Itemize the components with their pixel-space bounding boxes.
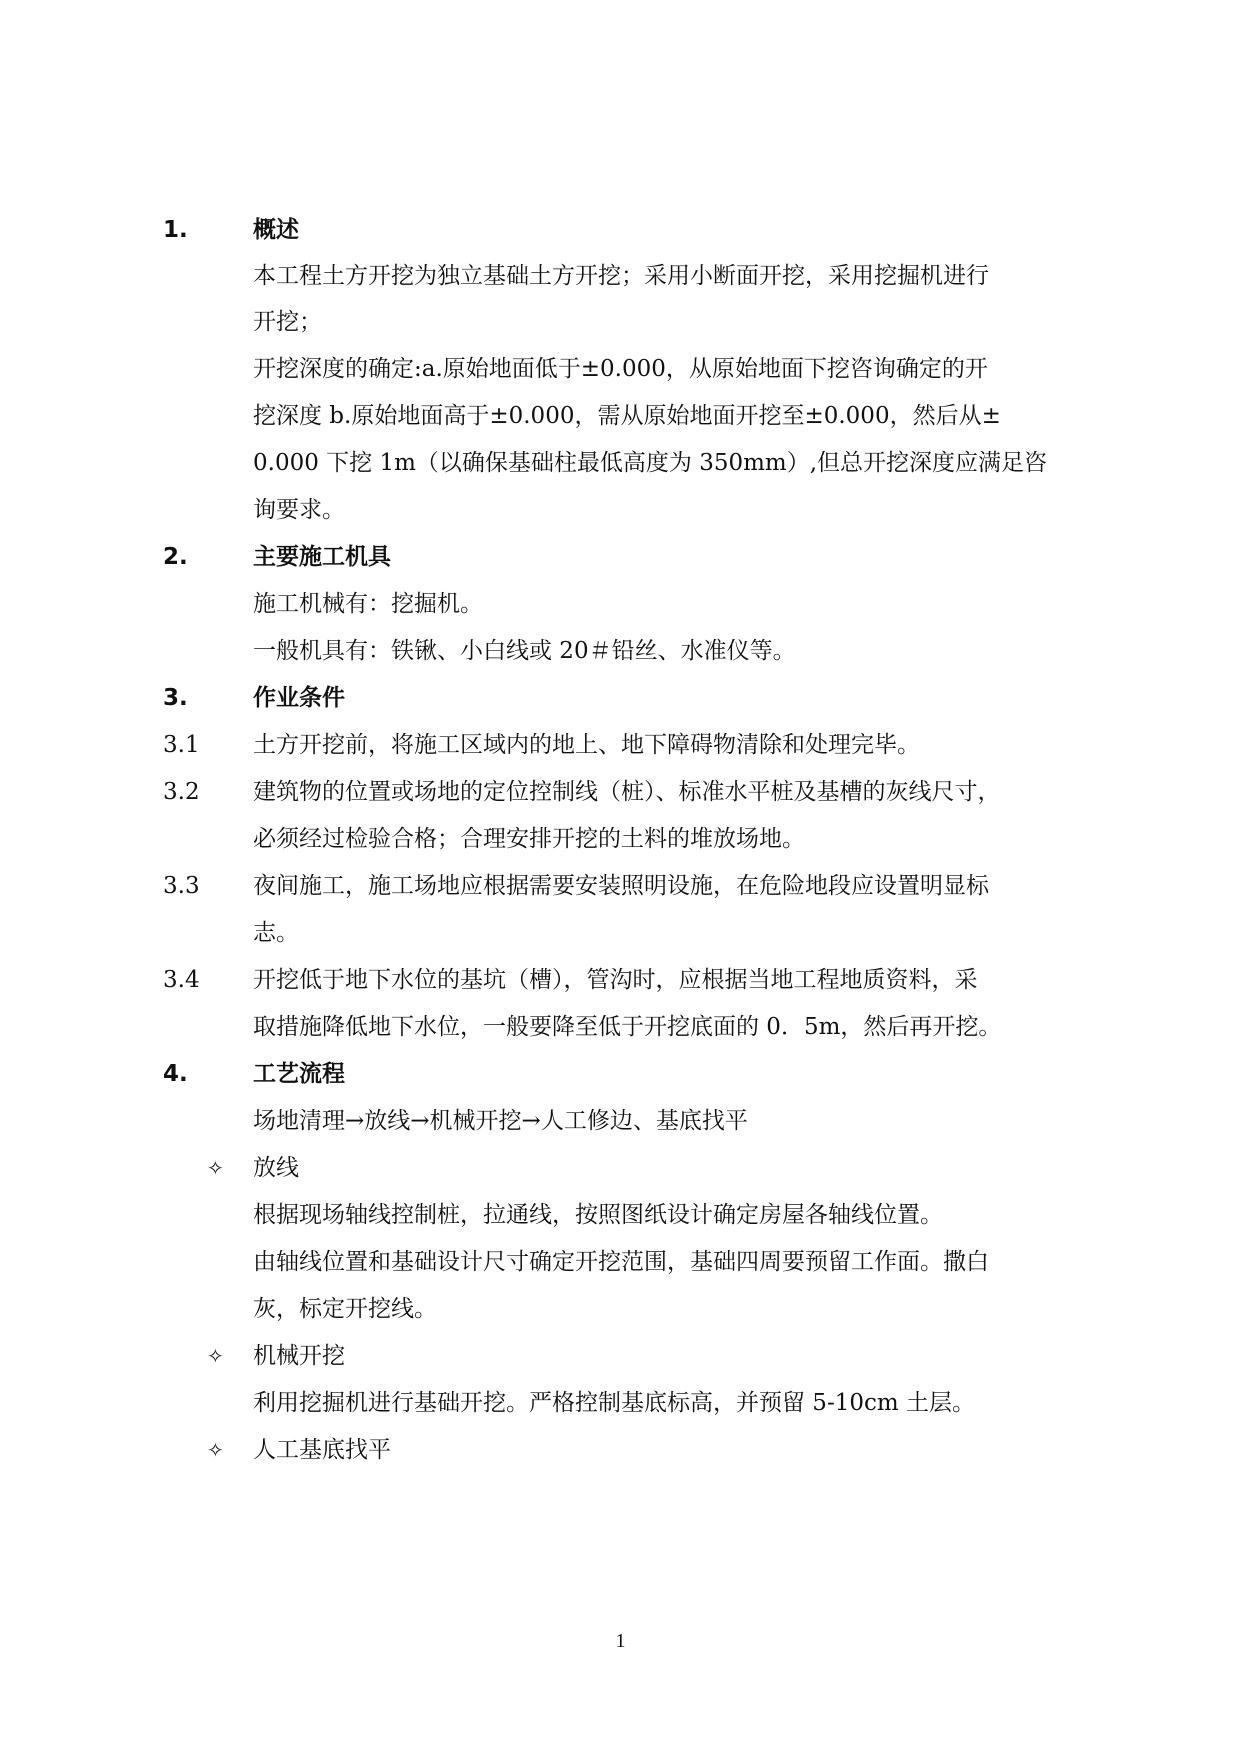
text-line: 施工机械有：挖掘机。 — [253, 591, 483, 617]
text-line: 开挖低于地下水位的基坑（槽），管沟时，应根据当地工程地质资料，采 — [253, 967, 978, 993]
subsection-3-4 — [0, 960, 1241, 1000]
paragraph-line — [0, 1289, 1241, 1329]
subsection-3-2 — [0, 772, 1241, 812]
text-line: 询要求。 — [253, 497, 345, 523]
paragraph-line — [0, 443, 1241, 483]
paragraph-line — [0, 1007, 1241, 1047]
subsection-number: 3.4 — [163, 967, 200, 993]
paragraph-line — [0, 1195, 1241, 1235]
section-title: 作业条件 — [253, 685, 345, 711]
page-number: 1 — [615, 1630, 626, 1652]
bullet-title: 机械开挖 — [253, 1343, 345, 1369]
text-line: 挖深度 b.原始地面高于±0.000，需从原始地面开挖至±0.000，然后从± — [253, 403, 1001, 429]
bullet-title: 人工基底找平 — [253, 1437, 391, 1463]
text-line: 由轴线位置和基础设计尺寸确定开挖范围，基础四周要预留工作面。撒白 — [253, 1249, 989, 1275]
text-line: 土方开挖前，将施工区域内的地上、地下障碍物清除和处理完毕。 — [253, 732, 920, 758]
text-line: 开挖； — [253, 309, 322, 335]
paragraph-line — [0, 1383, 1241, 1423]
subsection-number: 3.2 — [163, 779, 200, 805]
section-title: 概述 — [253, 217, 299, 243]
subsection-3-1 — [0, 725, 1241, 765]
text-line: 本工程土方开挖为独立基础土方开挖；采用小断面开挖，采用挖掘机进行 — [253, 263, 989, 289]
subsection-number: 3.3 — [163, 873, 200, 899]
diamond-star-icon: ✧ — [207, 1156, 224, 1180]
paragraph-line — [0, 819, 1241, 859]
subsection-3-3 — [0, 866, 1241, 906]
text-line: 夜间施工，施工场地应根据需要安装照明设施，在危险地段应设置明显标 — [253, 873, 989, 899]
text-line: 灰，标定开挖线。 — [253, 1296, 437, 1322]
section-3-heading — [0, 678, 1241, 718]
section-number: 4. — [163, 1061, 188, 1087]
section-title: 工艺流程 — [253, 1061, 345, 1087]
text-line: 取措施降低地下水位，一般要降至低于开挖底面的 0．5m，然后再开挖。 — [253, 1014, 1002, 1040]
diamond-star-icon: ✧ — [207, 1344, 224, 1368]
subsection-number: 3.1 — [163, 732, 200, 758]
text-line: 建筑物的位置或场地的定位控制线（桩）、标准水平桩及基槽的灰线尺寸， — [253, 779, 1001, 805]
section-title: 主要施工机具 — [253, 544, 391, 570]
section-1-heading — [0, 210, 1241, 250]
process-flow — [0, 1101, 1241, 1141]
section-number: 3. — [163, 685, 188, 711]
paragraph-line — [0, 1242, 1241, 1282]
bullet-item-rengong-zhaoping — [0, 1430, 1241, 1470]
diamond-star-icon: ✧ — [207, 1438, 224, 1462]
section-number: 1. — [163, 217, 188, 243]
paragraph-line — [0, 302, 1241, 342]
section-4-heading — [0, 1054, 1241, 1094]
paragraph-line — [0, 396, 1241, 436]
text-line: 开挖深度的确定:a.原始地面低于±0.000，从原始地面下挖咨询确定的开 — [253, 356, 988, 382]
paragraph-line — [0, 490, 1241, 530]
text-line: 场地清理→放线→机械开挖→人工修边、基底找平 — [253, 1108, 748, 1134]
text-line: 0.000 下挖 1m（以确保基础柱最低高度为 350mm）,但总开挖深度应满足咨 — [253, 450, 1048, 476]
text-line: 志。 — [253, 920, 299, 946]
paragraph-line — [0, 584, 1241, 624]
text-line: 利用挖掘机进行基础开挖。严格控制基底标高，并预留 5-10cm 土层。 — [253, 1390, 975, 1416]
bullet-item-fangxian — [0, 1148, 1241, 1188]
text-line: 根据现场轴线控制桩，拉通线，按照图纸设计确定房屋各轴线位置。 — [253, 1202, 943, 1228]
paragraph-line — [0, 631, 1241, 671]
section-number: 2. — [163, 544, 188, 570]
text-line: 一般机具有：铁锹、小白线或 20＃铅丝、水准仪等。 — [253, 638, 796, 664]
bullet-title: 放线 — [253, 1155, 299, 1181]
section-2-heading — [0, 537, 1241, 577]
text-line: 必须经过检验合格；合理安排开挖的土料的堆放场地。 — [253, 826, 805, 852]
paragraph-line — [0, 349, 1241, 389]
paragraph-line — [0, 256, 1241, 296]
paragraph-line — [0, 913, 1241, 953]
bullet-item-jixie-kaiwa — [0, 1336, 1241, 1376]
